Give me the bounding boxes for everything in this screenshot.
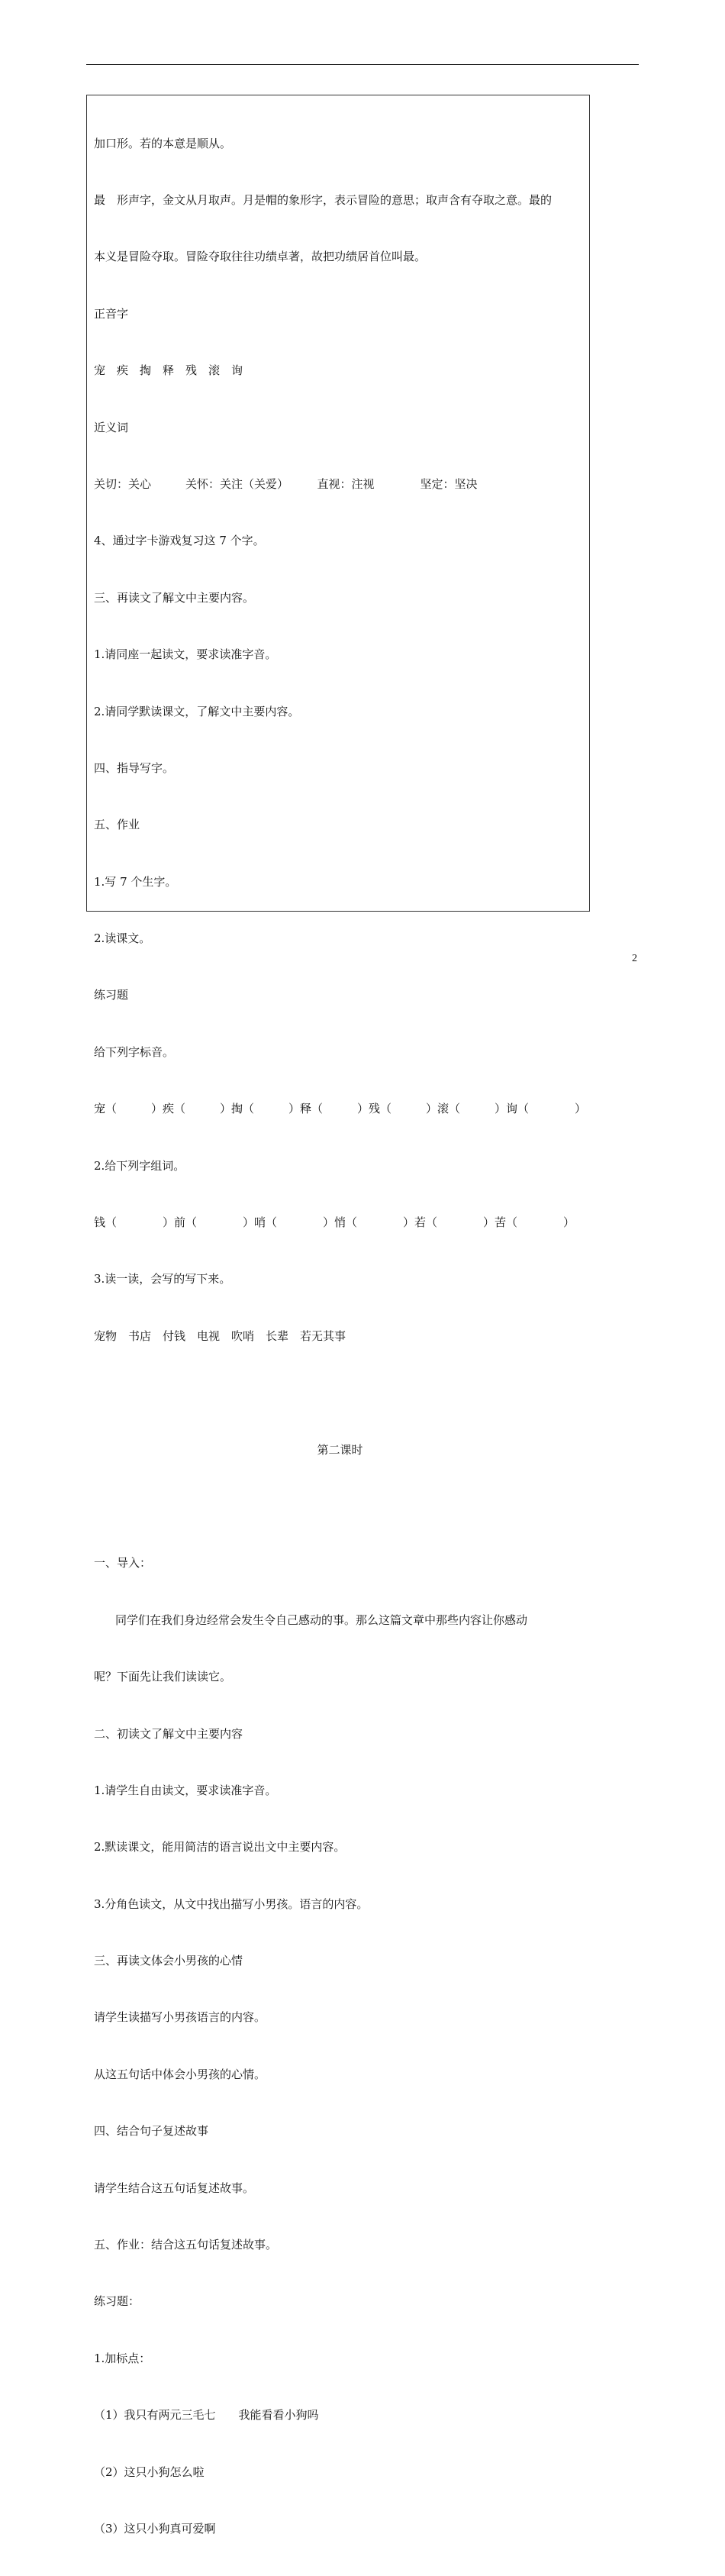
text-line: 3.分角色读文，从文中找出描写小男孩。语言的内容。: [94, 1896, 369, 1911]
exercise-line: （1）我只有两元三毛七 我能看看小狗吗: [94, 2408, 319, 2423]
text-line: 同学们在我们身边经常会发生令自己感动的事。那么这篇文章中那些内容让你感动: [115, 1612, 528, 1627]
section-heading: 正音字: [94, 306, 129, 321]
section-title: 第二课时: [317, 1442, 363, 1457]
text-line: 给下列字标音。: [94, 1044, 175, 1059]
lesson-plan-table-cell: [86, 95, 590, 2536]
spacer: [94, 1497, 586, 1516]
text-line: 4、通过字卡游戏复习这 7 个字。: [94, 534, 265, 548]
text-line: 宠 疾 掏 释 残 滚 询: [94, 363, 243, 378]
header-rule: [86, 64, 639, 65]
text-line: 本义是冒险夺取。冒险夺取往往功绩卓著，故把功绩居首位叫最。: [94, 250, 427, 264]
section-heading: 三、再读文了解文中主要内容。: [94, 590, 255, 605]
text-line: 1.写 7 个生字。: [94, 874, 177, 889]
section-heading: 练习题：: [94, 2294, 140, 2309]
section-heading: 三、再读文体会小男孩的心情: [94, 1954, 243, 1968]
text-line: 宠物 书店 付钱 电视 吹哨 长辈 若无其事: [94, 1328, 346, 1343]
page-number: 2: [632, 953, 637, 964]
lesson-content: [94, 96, 586, 2576]
spacer: [94, 1383, 586, 1403]
section-heading: 近义词: [94, 420, 129, 434]
text-line: 2.默读课文，能用简洁的语言说出文中主要内容。: [94, 1840, 346, 1855]
text-line: 请学生读描写小男孩语言的内容。: [94, 2010, 266, 2025]
section-heading: 四、结合句子复述故事: [94, 2124, 209, 2139]
section-heading: 五、作业：结合这五句话复述故事。: [94, 2238, 278, 2252]
text-line: 最 形声字，金文从月取声。月是帽的象形字，表示冒险的意思；取声含有夺取之意。最的: [94, 192, 553, 207]
text-line: 1.请同座一起读文，要求读准字音。: [94, 647, 277, 662]
text-line: 2.请同学默读课文，了解文中主要内容。: [94, 704, 300, 718]
section-heading: 二、初读文了解文中主要内容: [94, 1726, 243, 1741]
text-line: 呢？下面先让我们读读它。: [94, 1670, 232, 1684]
section-heading: 五、作业: [94, 818, 140, 832]
text-line: 2.给下列字组词。: [94, 1158, 185, 1173]
text-line: 2.读课文。: [94, 931, 151, 946]
section-heading: 练习题: [94, 988, 129, 1002]
exercise-line: （2）这只小狗怎么啦: [94, 2465, 205, 2479]
section-heading: 四、指导写字。: [94, 760, 175, 775]
text-line: 从这五句话中体会小男孩的心情。: [94, 2067, 266, 2081]
exercise-line: 钱（ ）前（ ）哨（ ）悄（ ）若（ ）苦（ ）: [94, 1215, 575, 1230]
exercise-line: （3）这只小狗真可爱啊: [94, 2522, 216, 2536]
text-line: 加口形。若的本意是顺从。: [94, 136, 232, 150]
text-line: 请学生结合这五句话复述故事。: [94, 2181, 255, 2195]
section-heading: 一、导入：: [94, 1556, 152, 1570]
text-line: 3.读一读，会写的写下来。: [94, 1272, 231, 1286]
text-line: 1.请学生自由读文，要求读准字音。: [94, 1783, 277, 1797]
text-line: 关切：关心 关怀：关注（关爱） 直视：注视 坚定：坚决: [94, 476, 478, 491]
exercise-line: 宠（ ）疾（ ）掏（ ）释（ ）残（ ）滚（ ）询（ ）: [94, 1102, 587, 1116]
text-line: 1.加标点：: [94, 2351, 151, 2365]
